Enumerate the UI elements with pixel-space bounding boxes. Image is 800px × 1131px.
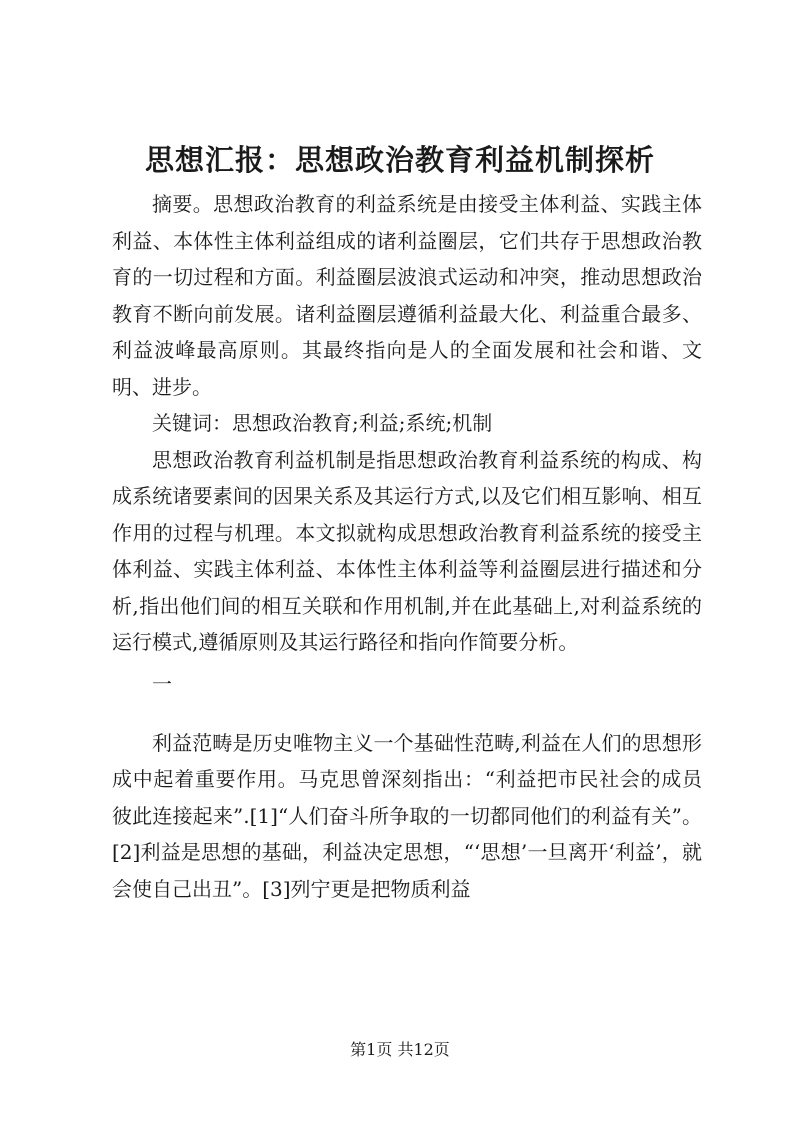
section-paragraph: 利益范畴是历史唯物主义一个基础性范畴,利益在人们的思想形成中起着重要作用。马克思曾深刻指出：“利益把市民社会的成员彼此连接起来”.[1]“人们奋斗所争取的一切都同他们的利益有关”。[2]利益是思想的基础，利益决定思想，“‘思想’一旦离开‘利益’，就会使自己出丑”。[3]列宁更是把物质利益	[112, 730, 702, 901]
intro-paragraph: 思想政治教育利益机制是指思想政治教育利益系统的构成、构成系统诸要素间的因果关系及其运行方式,以及它们相互影响、相互作用的过程与机理。本文拟就构成思想政治教育利益系统的接受主体利益、实践主体利益、本体性主体利益等利益圈层进行描述和分析,指出他们间的相互关联和作用机制,并在此基础上,对利益系统的运行模式,遵循原则及其运行路径和指向作简要分析。	[112, 447, 702, 654]
abstract-paragraph: 摘要。思想政治教育的利益系统是由接受主体利益、实践主体利益、本体性主体利益组成的诸利益圈层，它们共存于思想政治教育的一切过程和方面。利益圈层波浪式运动和冲突，推动思想政治教育不断向前发展。诸利益圈层遵循利益最大化、利益重合最多、利益波峰最高原则。其最终指向是人的全面发展和社会和谐、文明、进步。	[112, 192, 702, 399]
page-footer: 第1页 共12页	[350, 1040, 450, 1059]
section-heading: 一	[152, 671, 172, 696]
document-title: 思想汇报：思想政治教育利益机制探析	[144, 143, 655, 177]
document-body	[112, 186, 702, 907]
keywords-paragraph: 关键词：思想政治教育;利益;系统;机制	[152, 411, 493, 435]
